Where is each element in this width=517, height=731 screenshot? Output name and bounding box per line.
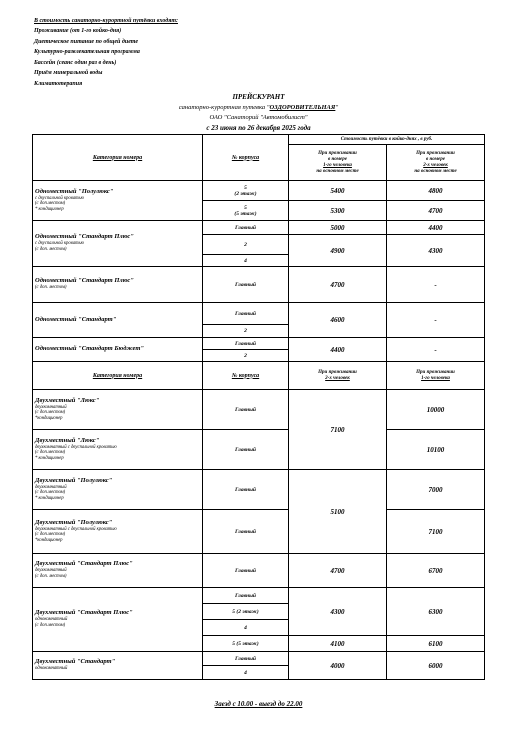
room-category	[33, 338, 203, 362]
price-cell: 10000	[387, 390, 485, 430]
room-desc: двухкомнатный	[35, 484, 67, 490]
room-desc: с двуспальной кроватью	[35, 241, 84, 247]
building-cell	[203, 181, 289, 201]
room-desc: двухкомнатный	[35, 568, 67, 574]
price-cell: 6300	[387, 588, 485, 636]
header-category: Категория номера	[33, 135, 203, 181]
header-line: При проживании	[416, 369, 455, 375]
date-range: с 23 июня по 26 декабря 2025 года	[206, 124, 311, 132]
room-name: Одноместный "Стандарт Бюджет"	[35, 345, 145, 352]
header-building: № корпуса	[203, 135, 289, 181]
room-desc: двухкомнатный	[35, 404, 67, 410]
price-cell: 6100	[387, 636, 485, 652]
header-line: 2-х человек	[325, 375, 350, 381]
price-cell: 4000	[289, 652, 387, 680]
included-item: Культурно-развлекательная программа	[34, 49, 140, 55]
room-desc: с двуспальной кроватью	[35, 195, 84, 201]
room-desc: *кондиционер	[35, 537, 63, 543]
price-cell: 7000	[387, 470, 485, 510]
room-desc: (с доп.местом)	[35, 410, 66, 416]
building-cell: 5 (5 этаж)	[203, 636, 289, 652]
voucher-line	[0, 104, 517, 111]
price-cell: 4400	[387, 221, 485, 235]
room-name: Одноместный "Стандарт"	[35, 315, 117, 323]
room-category	[33, 652, 203, 680]
price-cell: 4100	[289, 636, 387, 652]
room-category	[33, 470, 203, 510]
header-two-people	[289, 362, 387, 390]
room-name: Двухместный "Люкс"	[35, 396, 100, 404]
header-line: на основном месте	[316, 168, 359, 174]
room-desc: однокомнатный	[35, 617, 68, 623]
room-category	[33, 221, 203, 267]
header-single	[289, 145, 387, 181]
room-category	[33, 510, 203, 554]
building: 5	[244, 184, 247, 191]
room-desc: (с доп.местом)	[35, 623, 66, 628]
building-cell: Главный	[203, 303, 289, 325]
building-cell: 2	[203, 350, 289, 362]
room-category	[33, 303, 203, 338]
room-desc: (с доп.местом)	[35, 450, 66, 456]
price-cell: 10100	[387, 430, 485, 470]
room-name: Двухместный "Стандарт"	[35, 658, 116, 666]
room-desc: (с доп.местом)	[35, 490, 66, 496]
room-desc: * кондиционер	[35, 206, 64, 212]
floor: (5 этаж)	[234, 210, 257, 217]
building-cell: 4	[203, 620, 289, 636]
header-line: 1-го человека	[421, 375, 450, 381]
included-item: Проживание (от 1-го койко-дня)	[34, 28, 122, 34]
header-cost: Стоимость путёвки в койко-днях , в руб.	[289, 135, 485, 145]
included-item: Климатотерапия	[34, 80, 83, 87]
room-desc: (с доп. местом)	[35, 285, 67, 291]
room-name: Одноместный "Стандарт Плюс"	[35, 233, 134, 241]
room-category	[33, 267, 203, 303]
building-cell: Главный	[203, 267, 289, 303]
header-line: 2-х человек	[423, 162, 448, 168]
room-category	[33, 390, 203, 430]
voucher-name: ОЗДОРОВИТЕЛЬНАЯ	[269, 104, 336, 111]
header-double	[387, 145, 485, 181]
price-cell: 4700	[387, 201, 485, 221]
organization: ОАО "Санаторий "Автомобилист"	[209, 114, 308, 121]
room-desc: (с доп.местом)	[35, 532, 66, 538]
included-item: Приём минеральной воды	[34, 70, 103, 76]
price-cell: -	[387, 303, 485, 338]
building-cell: 4	[203, 255, 289, 267]
room-category	[33, 588, 203, 652]
price-cell: 4300	[289, 588, 387, 636]
room-category	[33, 181, 203, 221]
room-name: Двухместный "Люкс"	[35, 436, 100, 444]
price-list-title: ПРЕЙСКУРАНТ	[232, 93, 285, 101]
price-cell: 7100	[387, 510, 485, 554]
header-line: При проживании	[318, 150, 357, 156]
price-cell: 4800	[387, 181, 485, 201]
included-services	[34, 18, 178, 91]
header-line: При проживании	[416, 150, 455, 156]
room-name: Двухместный "Стандарт Плюс"	[35, 609, 133, 617]
price-cell: 4700	[289, 554, 387, 588]
room-desc: (с доп.местом)	[35, 201, 66, 207]
room-desc: (с доп. местом)	[35, 247, 67, 252]
price-cell: 7100	[289, 390, 387, 470]
building-cell: Главный	[203, 588, 289, 604]
header-line: в номере	[426, 156, 445, 162]
room-desc: * кондиционер	[35, 495, 64, 501]
building-cell: 2	[203, 235, 289, 255]
building-cell: 5 (2 этаж)	[203, 604, 289, 620]
floor: (2 этаж)	[234, 190, 257, 197]
building-cell: Главный	[203, 470, 289, 510]
room-desc: двухкомнатный с двуспальной кроватью	[35, 526, 117, 532]
room-desc: (с доп. местом)	[35, 574, 67, 579]
price-cell: 6000	[387, 652, 485, 680]
building-cell	[203, 201, 289, 221]
header-building-2: № корпуса	[203, 362, 289, 390]
price-cell: 4700	[289, 267, 387, 303]
room-category	[33, 430, 203, 470]
building-cell: Главный	[203, 652, 289, 666]
header-one-person	[387, 362, 485, 390]
building-cell: Главный	[203, 430, 289, 470]
price-cell: 5100	[289, 470, 387, 554]
building-cell: Главный	[203, 338, 289, 350]
included-heading: В стоимость санаторно-курортной путёвки входят:	[34, 18, 178, 24]
price-cell: 5300	[289, 201, 387, 221]
room-category	[33, 554, 203, 588]
header-line: в номере	[328, 156, 347, 162]
building-cell: Главный	[203, 390, 289, 430]
header-category-2: Категория номера	[33, 362, 203, 390]
building-cell: 2	[203, 325, 289, 338]
room-desc: *кондиционер	[35, 415, 63, 421]
price-cell: 4600	[289, 303, 387, 338]
room-name: Двухместный "Полулюкс"	[35, 518, 113, 526]
room-name: Одноместный "Полулюкс"	[35, 187, 114, 195]
room-desc: двухкомнатный с двуспальной кроватью	[35, 444, 117, 450]
price-cell: -	[387, 267, 485, 303]
included-item: Диетическое питание по общей диете	[34, 38, 139, 45]
building-cell: 4	[203, 666, 289, 680]
header-line: 1-го человека	[323, 162, 352, 168]
included-item: Бассейн (сеанс один раз в день)	[34, 59, 117, 66]
building-cell: Главный	[203, 510, 289, 554]
price-cell: 5400	[289, 181, 387, 201]
price-cell: 5000	[289, 221, 387, 235]
building: 5	[244, 204, 247, 211]
header-line: При проживании	[318, 369, 357, 375]
room-name: Одноместный "Стандарт Плюс"	[35, 277, 134, 285]
building-cell: Главный	[203, 221, 289, 235]
price-table	[32, 134, 485, 680]
price-cell: 4900	[289, 235, 387, 267]
check-in-note: Заезд с 10.00 - выезд до 22.00	[214, 700, 303, 708]
room-desc: однокомнатный	[35, 666, 68, 672]
room-name: Двухместный "Стандарт Плюс"	[35, 560, 133, 568]
room-desc: * кондиционер	[35, 455, 64, 461]
room-name: Двухместный "Полулюкс"	[35, 476, 113, 484]
header-line: на основном месте	[414, 168, 457, 174]
price-cell: 6700	[387, 554, 485, 588]
price-cell: -	[387, 338, 485, 362]
voucher-suffix: "	[335, 104, 339, 111]
building-cell: Главный	[203, 554, 289, 588]
price-cell: 4400	[289, 338, 387, 362]
price-cell: 4300	[387, 235, 485, 267]
voucher-prefix: санаторно-курортная путевка "	[178, 104, 270, 111]
